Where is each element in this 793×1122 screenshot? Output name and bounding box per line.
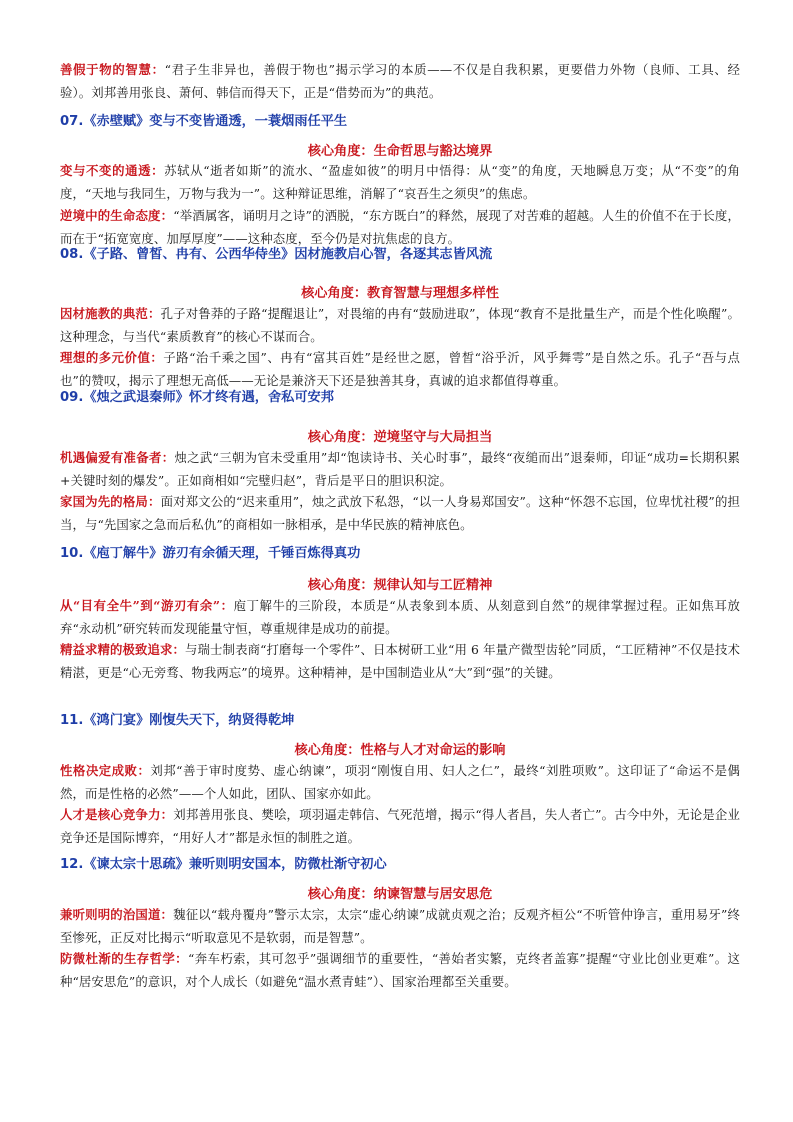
paragraph-text: “奔车朽索，其可忽乎”强调细节的重要性，“善始者实繁，克终者盖寡”提醒“守业比创业更难”。这种“居安思危”的意识，对个人成长（如避免“温水煮青蛙”）、国家治理都至关重要。 (60, 951, 741, 989)
paragraph-lead: 兼听则明的治国道： (60, 907, 174, 922)
section-paragraph (60, 595, 740, 640)
section-angle-08: 核心角度：教育智慧与理想多样性 (301, 286, 499, 301)
section-heading-07: 07.《赤壁赋》变与不变皆通透，一蓑烟雨任平生 (60, 114, 348, 129)
paragraph-lead: 逆境中的生命态度： (60, 208, 174, 223)
paragraph-text: “君子生非异也，善假于物也”揭示学习的本质——不仅是自我积累，更要借力外物（良师、工具、经验）。刘邦善用张良、萧何、韩信而得天下，正是“借势而为”的典范。 (60, 62, 740, 100)
paragraph-text: 魏征以“载舟覆舟”警示太宗，太宗“虚心纳谏”成就贞观之治；反观齐桓公“不听管仲诤言，重用易牙”终至惨死，正反对比揭示“听取意见不是软弱，而是智慧”。 (60, 907, 740, 945)
paragraph-text: 孔子对鲁莽的子路“提醒退让”，对畏缩的冉有“鼓励进取”，体现“教育不是批量生产，而是个性化唤醒”。这种理念，与当代“素质教育”的核心不谋而合。 (60, 306, 741, 344)
paragraph-text: “举酒属客，诵明月之诗”的洒脱，“东方既白”的释然，展现了对苦难的超越。人生的价值不在于长度，而在于“拓宽宽度、加厚厚度”——这种态度，至今仍是对抗焦虑的良方。 (60, 208, 740, 246)
section-angle-10: 核心角度：规律认知与工匠精神 (307, 578, 493, 593)
intro-paragraph (60, 59, 740, 104)
section-paragraph (60, 491, 740, 536)
section-angle-12: 核心角度：纳谏智慧与居安思危 (307, 887, 493, 902)
paragraph-lead: 变与不变的通透： (60, 163, 165, 178)
paragraph-lead: 性格决定成败： (60, 763, 151, 778)
paragraph-text: 庖丁解牛的三阶段，本质是“从表象到本质、从刻意到自然”的规律掌握过程。正如焦耳放弃“永动机”研究转而发现能量守恒，尊重规律是成功的前提。 (60, 598, 740, 636)
section-paragraph (60, 804, 740, 849)
paragraph-lead: 因材施教的典范： (60, 306, 161, 321)
paragraph-text: 刘邦善用张良、樊哙，项羽逼走韩信、气死范增，揭示“得人者昌，失人者亡”。古今中外，无论是企业竞争还是国际博弈，“用好人才”都是永恒的制胜之道。 (60, 807, 740, 845)
section-heading-12: 12.《谏太宗十思疏》兼听则明安国本，防微杜渐守初心 (60, 857, 387, 872)
section-paragraph (60, 347, 740, 392)
section-angle-09: 核心角度：逆境坚守与大局担当 (307, 430, 493, 445)
section-paragraph (60, 303, 740, 348)
section-paragraph (60, 760, 740, 805)
section-paragraph (60, 205, 740, 250)
paragraph-text: 面对郑文公的“迟来重用”，烛之武放下私怨，“以一人身易郑国安”。这种“怀怨不忘国，位卑忧社稷”的担当，与“先国家之急而后私仇”的商相如一脉相承，是中华民族的精神底色。 (60, 494, 741, 532)
paragraph-text: 烛之武“三朝为官未受重用”却“饱读诗书、关心时事”，最终“夜缒而出”退秦师，印证“成功=长期积累+关键时刻的爆发”。正如商相如“完璧归赵”，背后是平日的胆识积淀。 (60, 450, 740, 488)
section-paragraph (60, 948, 740, 993)
section-angle-11: 核心角度：性格与人才对命运的影响 (294, 743, 506, 758)
section-angle-07: 核心角度：生命哲思与豁达境界 (307, 144, 493, 159)
paragraph-text: 子路“治千乘之国”、冉有“富其百姓”是经世之愿，曾皙“浴乎沂，风乎舞雩”是自然之乐。孔子“吾与点也”的赞叹，揭示了理想无高低——无论是兼济天下还是独善其身，真诚的追求都值得尊重。 (60, 350, 740, 388)
section-heading-11: 11.《鸿门宴》刚愎失天下，纳贤得乾坤 (60, 713, 295, 728)
paragraph-lead: 精益求精的极致追求： (60, 642, 186, 657)
paragraph-text: 与瑞士制表商“打磨每一个零件”、日本树研工业“用 6 年量产微型齿轮”同质，“工匠精神”不仅是技术精湛，更是“心无旁骛、物我两忘”的境界。这种精神，是中国制造业从“大”到“强”的关键。 (60, 642, 740, 680)
paragraph-lead: 机遇偏爱有准备者： (60, 450, 175, 465)
paragraph-lead: 从“目有全牛”到“游刃有余”： (60, 598, 234, 613)
section-paragraph (60, 904, 740, 949)
paragraph-text: 苏轼从“逝者如斯”的流水、“盈虚如彼”的明月中悟得：从“变”的角度，天地瞬息万变；从“不变”的角度，“天地与我同生，万物与我为一”。这种辩证思维，消解了“哀吾生之须臾”的焦虑。 (60, 163, 740, 201)
section-paragraph (60, 447, 740, 492)
paragraph-lead: 理想的多元价值： (60, 350, 164, 365)
section-heading-08: 08.《子路、曾皙、冉有、公西华侍坐》因材施教启心智，各逐其志皆风流 (60, 247, 493, 262)
section-heading-09: 09.《烛之武退秦师》怀才终有遇，舍私可安邦 (60, 390, 334, 405)
paragraph-lead: 家国为先的格局： (60, 494, 161, 509)
paragraph-lead: 人才是核心竞争力： (60, 807, 174, 822)
paragraph-lead: 善假于物的智慧： (60, 62, 165, 77)
section-paragraph (60, 160, 740, 205)
paragraph-text: 刘邦“善于审时度势、虚心纳谏”，项羽“刚愎自用、妇人之仁”，最终“刘胜项败”。这印证了“命运不是偶然，而是性格的必然”——个人如此，团队、国家亦如此。 (60, 763, 740, 801)
section-heading-10: 10.《庖丁解牛》游刃有余循天理，千锤百炼得真功 (60, 546, 361, 561)
paragraph-lead: 防微杜渐的生存哲学： (60, 951, 188, 966)
section-paragraph (60, 639, 740, 684)
